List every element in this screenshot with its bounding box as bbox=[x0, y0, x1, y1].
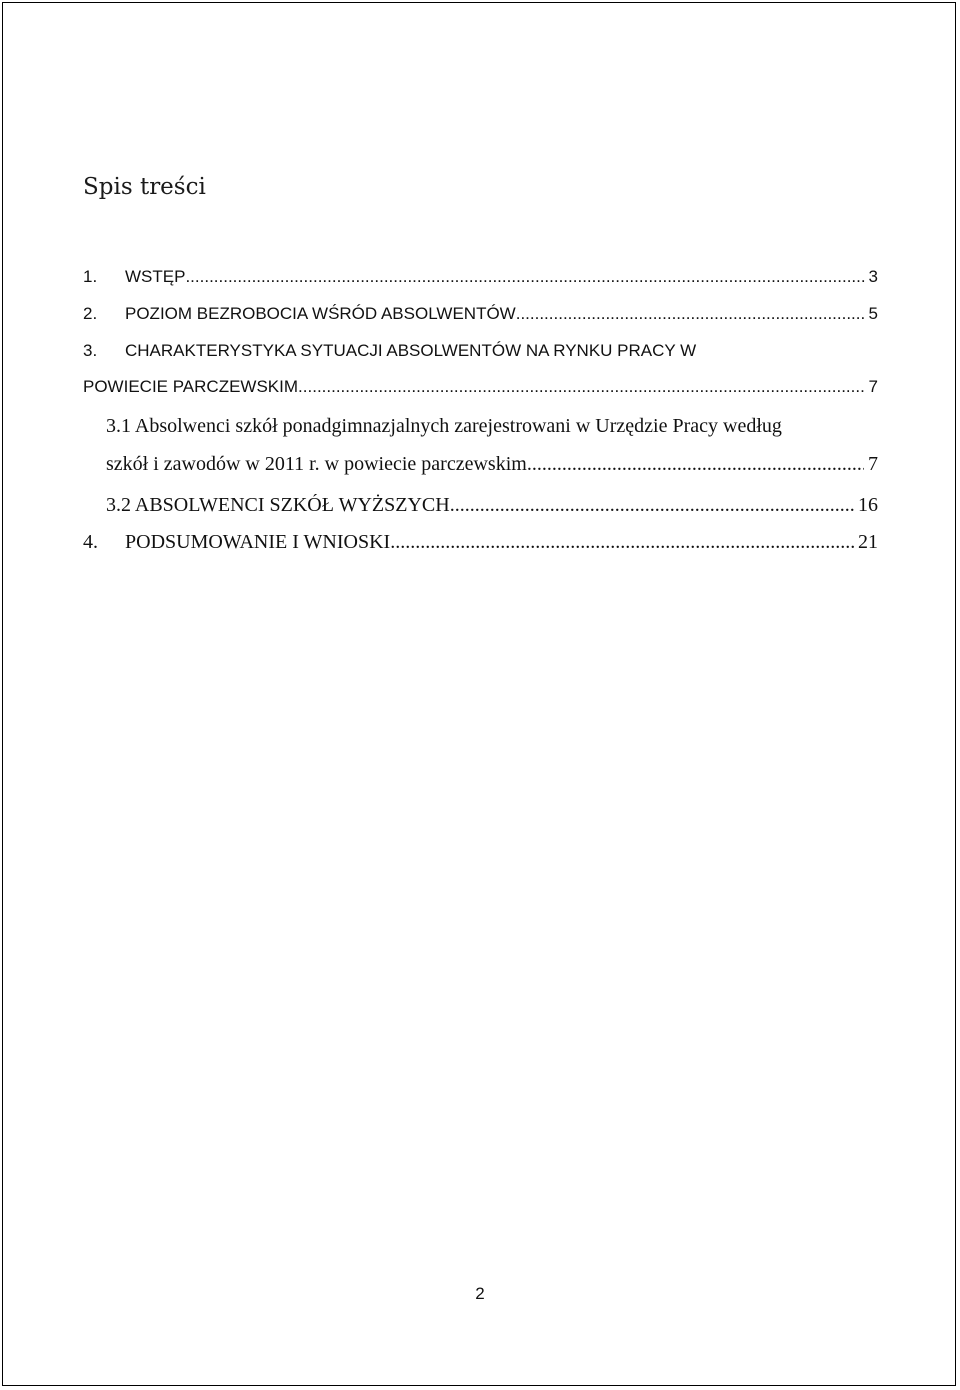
toc-entry-text: POWIECIE PARCZEWSKIM bbox=[83, 377, 299, 396]
toc-leader-dots bbox=[390, 531, 854, 554]
toc-leader-dots bbox=[298, 377, 864, 397]
toc-entry-3-1-line2[interactable] bbox=[106, 453, 878, 479]
page-number: 2 bbox=[475, 1284, 485, 1303]
toc-title: Spis treści bbox=[83, 174, 206, 200]
toc-entry-number: 4. bbox=[83, 531, 98, 553]
toc-entry-text: CHARAKTERYSTYKA SYTUACJI ABSOLWENTÓW NA RYNKU PRACY W bbox=[125, 341, 697, 360]
toc-entry-podsumowanie[interactable] bbox=[83, 531, 878, 557]
toc-entry-page: 7 bbox=[868, 377, 878, 396]
toc-entry-text: PODSUMOWANIE I WNIOSKI bbox=[125, 531, 391, 553]
toc-entry-number: 1. bbox=[83, 267, 98, 286]
toc-entry-3-2[interactable] bbox=[106, 494, 878, 520]
toc-leader-dots bbox=[516, 304, 865, 324]
toc-entry-charakterystyka-line1[interactable] bbox=[83, 341, 878, 367]
page-border bbox=[2, 2, 956, 1386]
toc-leader-dots bbox=[185, 267, 864, 287]
toc-entry-wstep[interactable] bbox=[83, 267, 878, 293]
toc-entry-page: 21 bbox=[858, 531, 878, 553]
toc-entry-charakterystyka-line2[interactable] bbox=[83, 377, 878, 403]
toc-entry-text: POZIOM BEZROBOCIA WŚRÓD ABSOLWENTÓW bbox=[125, 304, 516, 323]
toc-entry-page: 7 bbox=[868, 453, 878, 475]
toc-leader-dots bbox=[450, 494, 854, 517]
toc-entry-page: 3 bbox=[868, 267, 878, 286]
toc-entry-page: 5 bbox=[868, 304, 878, 323]
toc-entry-text: WSTĘP bbox=[125, 267, 186, 286]
toc-leader-dots bbox=[527, 453, 864, 476]
toc-entry-poziom-bezrobocia[interactable] bbox=[83, 304, 878, 330]
toc-entry-number: 2. bbox=[83, 304, 98, 323]
toc-entry-text: szkół i zawodów w 2011 r. w powiecie parczewskim bbox=[106, 453, 527, 475]
toc-entry-3-1-line1[interactable] bbox=[106, 415, 878, 441]
toc-entry-text: 3.2 ABSOLWENCI SZKÓŁ WYŻSZYCH bbox=[106, 494, 450, 516]
toc-entry-text: 3.1 Absolwenci szkół ponadgimnazjalnych zarejestrowani w Urzędzie Pracy według bbox=[106, 415, 782, 437]
toc-entry-page: 16 bbox=[858, 494, 878, 516]
toc-entry-number: 3. bbox=[83, 341, 98, 360]
